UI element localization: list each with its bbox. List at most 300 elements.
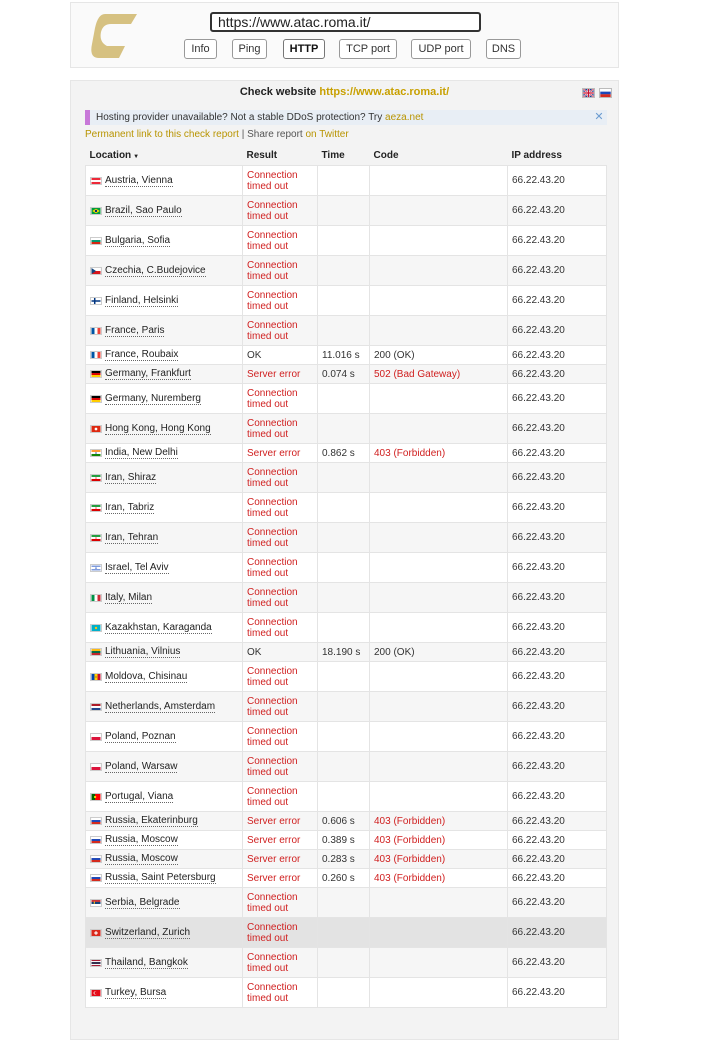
url-input[interactable]	[210, 12, 481, 32]
code-cell	[370, 613, 508, 643]
col-ip: IP address	[508, 145, 607, 166]
table-row	[86, 831, 607, 850]
result-text: Connection timed out	[247, 169, 298, 192]
code-cell	[370, 256, 508, 286]
code-text: 403 (Forbidden)	[374, 872, 446, 884]
table-row	[86, 166, 607, 196]
result-text: Connection timed out	[247, 229, 298, 252]
code-cell	[370, 553, 508, 583]
code-cell	[370, 888, 508, 918]
location-link[interactable]: Thailand, Bangkok	[105, 956, 188, 968]
time-cell	[318, 286, 370, 316]
result-text: Connection timed out	[247, 199, 298, 222]
table-row	[86, 346, 607, 365]
col-location-label: Location	[89, 149, 132, 161]
time-cell	[318, 978, 370, 1008]
result-cell	[243, 782, 318, 812]
ip-cell: 66.22.43.20	[508, 316, 607, 346]
ip-cell: 66.22.43.20	[508, 722, 607, 752]
table-row	[86, 196, 607, 226]
location-cell	[86, 316, 243, 346]
result-cell	[243, 869, 318, 888]
de-flag-icon	[90, 395, 102, 403]
time-cell	[318, 662, 370, 692]
ip-cell: 66.22.43.20	[508, 493, 607, 523]
result-cell	[243, 662, 318, 692]
time-cell: 0.862 s	[318, 444, 370, 463]
location-cell	[86, 888, 243, 918]
notice-message: Hosting provider unavailable? Not a stable DDoS protection? Try	[96, 112, 383, 123]
ip-cell: 66.22.43.20	[508, 752, 607, 782]
code-cell	[370, 782, 508, 812]
tab-udp-port[interactable]: UDP port	[411, 39, 471, 59]
result-text: Connection timed out	[247, 921, 298, 944]
ip-cell: 66.22.43.20	[508, 365, 607, 384]
location-cell	[86, 346, 243, 365]
result-text: Connection timed out	[247, 387, 298, 410]
fi-flag-icon	[90, 297, 102, 305]
code-cell	[370, 831, 508, 850]
result-cell	[243, 722, 318, 752]
code-text: 200 (OK)	[374, 646, 415, 658]
result-cell	[243, 643, 318, 662]
ip-cell: 66.22.43.20	[508, 888, 607, 918]
result-cell	[243, 831, 318, 850]
location-cell	[86, 384, 243, 414]
location-link[interactable]: Turkey, Bursa	[105, 986, 167, 998]
ip-cell: 66.22.43.20	[508, 346, 607, 365]
ip-cell: 66.22.43.20	[508, 256, 607, 286]
location-link[interactable]: Russia, Ekaterinburg	[105, 815, 198, 826]
result-cell	[243, 583, 318, 613]
fr-flag-icon	[90, 327, 102, 335]
code-cell	[370, 463, 508, 493]
ip-cell: 66.22.43.20	[508, 662, 607, 692]
ip-cell: 66.22.43.20	[508, 782, 607, 812]
location-cell	[86, 414, 243, 444]
ip-cell: 66.22.43.20	[508, 553, 607, 583]
english-flag-icon[interactable]	[582, 88, 595, 98]
location-link[interactable]: Kazakhstan, Karaganda	[105, 621, 212, 633]
table-row	[86, 365, 607, 384]
result-text: Connection timed out	[247, 417, 298, 440]
permanent-link[interactable]: Permanent link to this check report	[85, 129, 239, 140]
code-cell	[370, 662, 508, 692]
time-cell: 0.283 s	[318, 850, 370, 869]
ip-cell: 66.22.43.20	[508, 523, 607, 553]
de-flag-icon	[90, 370, 102, 378]
result-text: Connection timed out	[247, 891, 298, 914]
location-cell	[86, 643, 243, 662]
kz-flag-icon	[90, 624, 102, 632]
pl-flag-icon	[90, 763, 102, 771]
tab-tcp-port[interactable]: TCP port	[339, 39, 397, 59]
th-flag-icon	[90, 959, 102, 967]
time-cell	[318, 692, 370, 722]
ip-cell: 66.22.43.20	[508, 613, 607, 643]
result-cell	[243, 365, 318, 384]
ip-cell: 66.22.43.20	[508, 414, 607, 444]
code-cell	[370, 583, 508, 613]
location-link[interactable]: Portugal, Viana	[105, 790, 174, 802]
code-cell	[370, 643, 508, 662]
time-cell	[318, 166, 370, 196]
table-row	[86, 256, 607, 286]
result-cell	[243, 613, 318, 643]
result-text: Connection timed out	[247, 496, 298, 519]
location-link[interactable]: Italy, Milan	[105, 591, 153, 603]
location-cell	[86, 493, 243, 523]
location-cell	[86, 256, 243, 286]
result-cell	[243, 523, 318, 553]
location-link[interactable]: Hong Kong, Hong Kong	[105, 422, 211, 434]
ru-flag-icon	[90, 817, 102, 825]
panel-title-site[interactable]: https://www.atac.roma.it/	[319, 86, 450, 98]
location-link[interactable]: Iran, Shiraz	[105, 471, 157, 483]
table-row	[86, 523, 607, 553]
ip-cell: 66.22.43.20	[508, 918, 607, 948]
table-row	[86, 414, 607, 444]
code-cell	[370, 444, 508, 463]
in-flag-icon	[90, 449, 102, 457]
table-row	[86, 752, 607, 782]
table-row	[86, 553, 607, 583]
location-cell	[86, 850, 243, 869]
location-link[interactable]: Brazil, Sao Paulo	[105, 204, 182, 216]
code-cell	[370, 850, 508, 869]
ip-cell: 66.22.43.20	[508, 286, 607, 316]
location-cell	[86, 613, 243, 643]
time-cell	[318, 463, 370, 493]
result-cell	[243, 166, 318, 196]
location-link[interactable]: Lithuania, Vilnius	[105, 646, 181, 657]
panel-title	[71, 81, 618, 104]
result-text: OK	[247, 349, 262, 361]
result-text: Server error	[247, 815, 301, 827]
report-links	[85, 129, 349, 141]
nl-flag-icon	[90, 703, 102, 711]
location-cell	[86, 692, 243, 722]
ip-cell: 66.22.43.20	[508, 978, 607, 1008]
ip-cell: 66.22.43.20	[508, 583, 607, 613]
tab-ping[interactable]: Ping	[232, 39, 267, 59]
result-cell	[243, 346, 318, 365]
md-flag-icon	[90, 673, 102, 681]
rs-flag-icon	[90, 899, 102, 907]
location-link[interactable]: Germany, Frankfurt	[105, 368, 191, 379]
result-cell	[243, 553, 318, 583]
table-header-row	[86, 145, 607, 166]
table-row	[86, 869, 607, 888]
il-flag-icon	[90, 564, 102, 572]
ip-cell: 66.22.43.20	[508, 812, 607, 831]
location-cell	[86, 752, 243, 782]
table-row	[86, 493, 607, 523]
code-cell	[370, 869, 508, 888]
table-row	[86, 850, 607, 869]
result-cell	[243, 463, 318, 493]
table-row	[86, 782, 607, 812]
results-body	[86, 166, 607, 1008]
share-text: | Share report	[238, 129, 306, 140]
table-row	[86, 444, 607, 463]
promo-notice	[85, 110, 607, 125]
ru-flag-icon	[90, 874, 102, 882]
result-text: Server error	[247, 834, 301, 846]
sort-arrow-icon: ▼	[133, 153, 140, 160]
code-cell	[370, 493, 508, 523]
br-flag-icon	[90, 207, 102, 215]
result-text: Connection timed out	[247, 665, 298, 688]
location-link[interactable]: Poland, Poznan	[105, 730, 176, 742]
result-cell	[243, 850, 318, 869]
result-text: Connection timed out	[247, 586, 298, 609]
location-cell	[86, 365, 243, 384]
notice-accent-bar	[85, 110, 90, 125]
result-cell	[243, 256, 318, 286]
ru-flag-icon	[90, 855, 102, 863]
ip-cell: 66.22.43.20	[508, 226, 607, 256]
table-row	[86, 662, 607, 692]
time-cell	[318, 613, 370, 643]
result-text: Connection timed out	[247, 289, 298, 312]
ip-cell: 66.22.43.20	[508, 948, 607, 978]
code-cell	[370, 365, 508, 384]
code-cell	[370, 196, 508, 226]
location-cell	[86, 918, 243, 948]
time-cell	[318, 553, 370, 583]
time-cell	[318, 782, 370, 812]
location-link[interactable]: Iran, Tehran	[105, 531, 159, 543]
ip-cell: 66.22.43.20	[508, 850, 607, 869]
table-row	[86, 384, 607, 414]
table-row	[86, 918, 607, 948]
location-cell	[86, 831, 243, 850]
code-text: 403 (Forbidden)	[374, 815, 446, 827]
ip-cell: 66.22.43.20	[508, 463, 607, 493]
location-link[interactable]: Iran, Tabriz	[105, 501, 155, 513]
ip-cell: 66.22.43.20	[508, 196, 607, 226]
pl-flag-icon	[90, 733, 102, 741]
ip-cell: 66.22.43.20	[508, 384, 607, 414]
location-cell	[86, 286, 243, 316]
result-text: Connection timed out	[247, 526, 298, 549]
code-cell	[370, 978, 508, 1008]
table-row	[86, 692, 607, 722]
location-cell	[86, 523, 243, 553]
time-cell: 11.016 s	[318, 346, 370, 365]
result-text: Connection timed out	[247, 981, 298, 1004]
ir-flag-icon	[90, 474, 102, 482]
time-cell	[318, 256, 370, 286]
result-text: Server error	[247, 368, 301, 380]
code-text: 200 (OK)	[374, 349, 415, 361]
location-cell	[86, 782, 243, 812]
hk-flag-icon	[90, 425, 102, 433]
result-text: Connection timed out	[247, 725, 298, 748]
time-cell	[318, 316, 370, 346]
russian-flag-icon[interactable]	[599, 88, 612, 98]
result-cell	[243, 316, 318, 346]
code-cell	[370, 414, 508, 444]
result-text: Connection timed out	[247, 755, 298, 778]
at-flag-icon	[90, 177, 102, 185]
code-text: 403 (Forbidden)	[374, 447, 446, 459]
it-flag-icon	[90, 594, 102, 602]
time-cell: 18.190 s	[318, 643, 370, 662]
table-row	[86, 583, 607, 613]
result-cell	[243, 888, 318, 918]
result-text: Connection timed out	[247, 695, 298, 718]
ru-flag-icon	[90, 836, 102, 844]
location-link[interactable]: France, Paris	[105, 324, 165, 336]
table-row	[86, 948, 607, 978]
ip-cell: 66.22.43.20	[508, 869, 607, 888]
time-cell: 0.074 s	[318, 365, 370, 384]
lt-flag-icon	[90, 648, 102, 656]
location-link[interactable]: Poland, Warsaw	[105, 760, 178, 772]
logo-icon[interactable]	[91, 14, 137, 58]
tab-dns[interactable]: DNS	[486, 39, 521, 59]
cz-flag-icon	[90, 267, 102, 275]
code-cell	[370, 812, 508, 831]
location-link[interactable]: Netherlands, Amsterdam	[105, 700, 216, 712]
location-link[interactable]: Serbia, Belgrade	[105, 896, 180, 908]
location-cell	[86, 662, 243, 692]
ip-cell: 66.22.43.20	[508, 444, 607, 463]
panel-title-prefix: Check website	[239, 86, 317, 98]
time-cell	[318, 414, 370, 444]
header	[70, 2, 619, 68]
tr-flag-icon	[90, 989, 102, 997]
time-cell: 0.606 s	[318, 812, 370, 831]
location-cell	[86, 869, 243, 888]
location-link[interactable]: Germany, Nuremberg	[105, 392, 201, 404]
time-cell: 0.389 s	[318, 831, 370, 850]
ir-flag-icon	[90, 504, 102, 512]
code-cell	[370, 722, 508, 752]
code-text: 403 (Forbidden)	[374, 853, 446, 865]
results-panel	[70, 80, 619, 1040]
table-row	[86, 812, 607, 831]
result-text: Connection timed out	[247, 785, 298, 808]
time-cell: 0.260 s	[318, 869, 370, 888]
ip-cell: 66.22.43.20	[508, 831, 607, 850]
bg-flag-icon	[90, 237, 102, 245]
location-link[interactable]: Bulgaria, Sofia	[105, 234, 171, 246]
code-cell	[370, 346, 508, 365]
time-cell	[318, 948, 370, 978]
code-cell	[370, 692, 508, 722]
location-link[interactable]: Czechia, C.Budejovice	[105, 264, 206, 276]
result-text: Connection timed out	[247, 556, 298, 579]
ip-cell: 66.22.43.20	[508, 692, 607, 722]
result-text: Server error	[247, 872, 301, 884]
fr-flag-icon	[90, 351, 102, 359]
ip-cell: 66.22.43.20	[508, 643, 607, 662]
location-link[interactable]: Switzerland, Zurich	[105, 926, 191, 938]
code-cell	[370, 166, 508, 196]
tab-http[interactable]: HTTP	[283, 39, 325, 59]
pt-flag-icon	[90, 793, 102, 801]
location-cell	[86, 463, 243, 493]
code-cell	[370, 523, 508, 553]
code-text: 403 (Forbidden)	[374, 834, 446, 846]
location-cell	[86, 226, 243, 256]
table-row	[86, 316, 607, 346]
location-link[interactable]: Russia, Moscow	[105, 834, 178, 845]
location-link[interactable]: India, New Delhi	[105, 447, 178, 458]
ir-flag-icon	[90, 534, 102, 542]
result-text: Connection timed out	[247, 466, 298, 489]
col-location[interactable]	[86, 145, 243, 166]
location-cell	[86, 444, 243, 463]
col-time: Time	[318, 145, 370, 166]
table-row	[86, 722, 607, 752]
results-table	[85, 145, 607, 1008]
result-cell	[243, 948, 318, 978]
location-link[interactable]: Israel, Tel Aviv	[105, 561, 169, 573]
code-cell	[370, 226, 508, 256]
result-text: Connection timed out	[247, 259, 298, 282]
code-cell	[370, 948, 508, 978]
location-cell	[86, 812, 243, 831]
table-row	[86, 226, 607, 256]
time-cell	[318, 384, 370, 414]
result-cell	[243, 692, 318, 722]
result-cell	[243, 812, 318, 831]
location-cell	[86, 553, 243, 583]
result-text: Connection timed out	[247, 616, 298, 639]
time-cell	[318, 752, 370, 782]
code-cell	[370, 384, 508, 414]
location-cell	[86, 166, 243, 196]
twitter-link[interactable]: on Twitter	[305, 129, 349, 140]
location-link[interactable]: Russia, Saint Petersburg	[105, 872, 216, 883]
location-cell	[86, 583, 243, 613]
code-cell	[370, 316, 508, 346]
ip-cell: 66.22.43.20	[508, 166, 607, 196]
result-cell	[243, 978, 318, 1008]
result-text: Server error	[247, 853, 301, 865]
close-icon[interactable]: ✕	[594, 111, 604, 123]
col-result: Result	[243, 145, 318, 166]
location-link[interactable]: Russia, Moscow	[105, 853, 178, 864]
notice-text	[96, 110, 423, 125]
location-cell	[86, 722, 243, 752]
location-link[interactable]: Moldova, Chisinau	[105, 670, 188, 682]
result-cell	[243, 226, 318, 256]
location-link[interactable]: Finland, Helsinki	[105, 294, 179, 306]
table-row	[86, 286, 607, 316]
aeza-link[interactable]: aeza.net	[385, 112, 424, 123]
tab-info[interactable]: Info	[184, 39, 217, 59]
table-row	[86, 643, 607, 662]
location-link[interactable]: France, Roubaix	[105, 349, 179, 360]
location-cell	[86, 948, 243, 978]
code-cell	[370, 752, 508, 782]
table-row	[86, 978, 607, 1008]
result-cell	[243, 384, 318, 414]
time-cell	[318, 918, 370, 948]
result-text: Connection timed out	[247, 319, 298, 342]
code-cell	[370, 286, 508, 316]
location-link[interactable]: Austria, Vienna	[105, 174, 173, 186]
table-row	[86, 463, 607, 493]
code-cell	[370, 918, 508, 948]
ch-flag-icon	[90, 929, 102, 937]
col-code: Code	[370, 145, 508, 166]
